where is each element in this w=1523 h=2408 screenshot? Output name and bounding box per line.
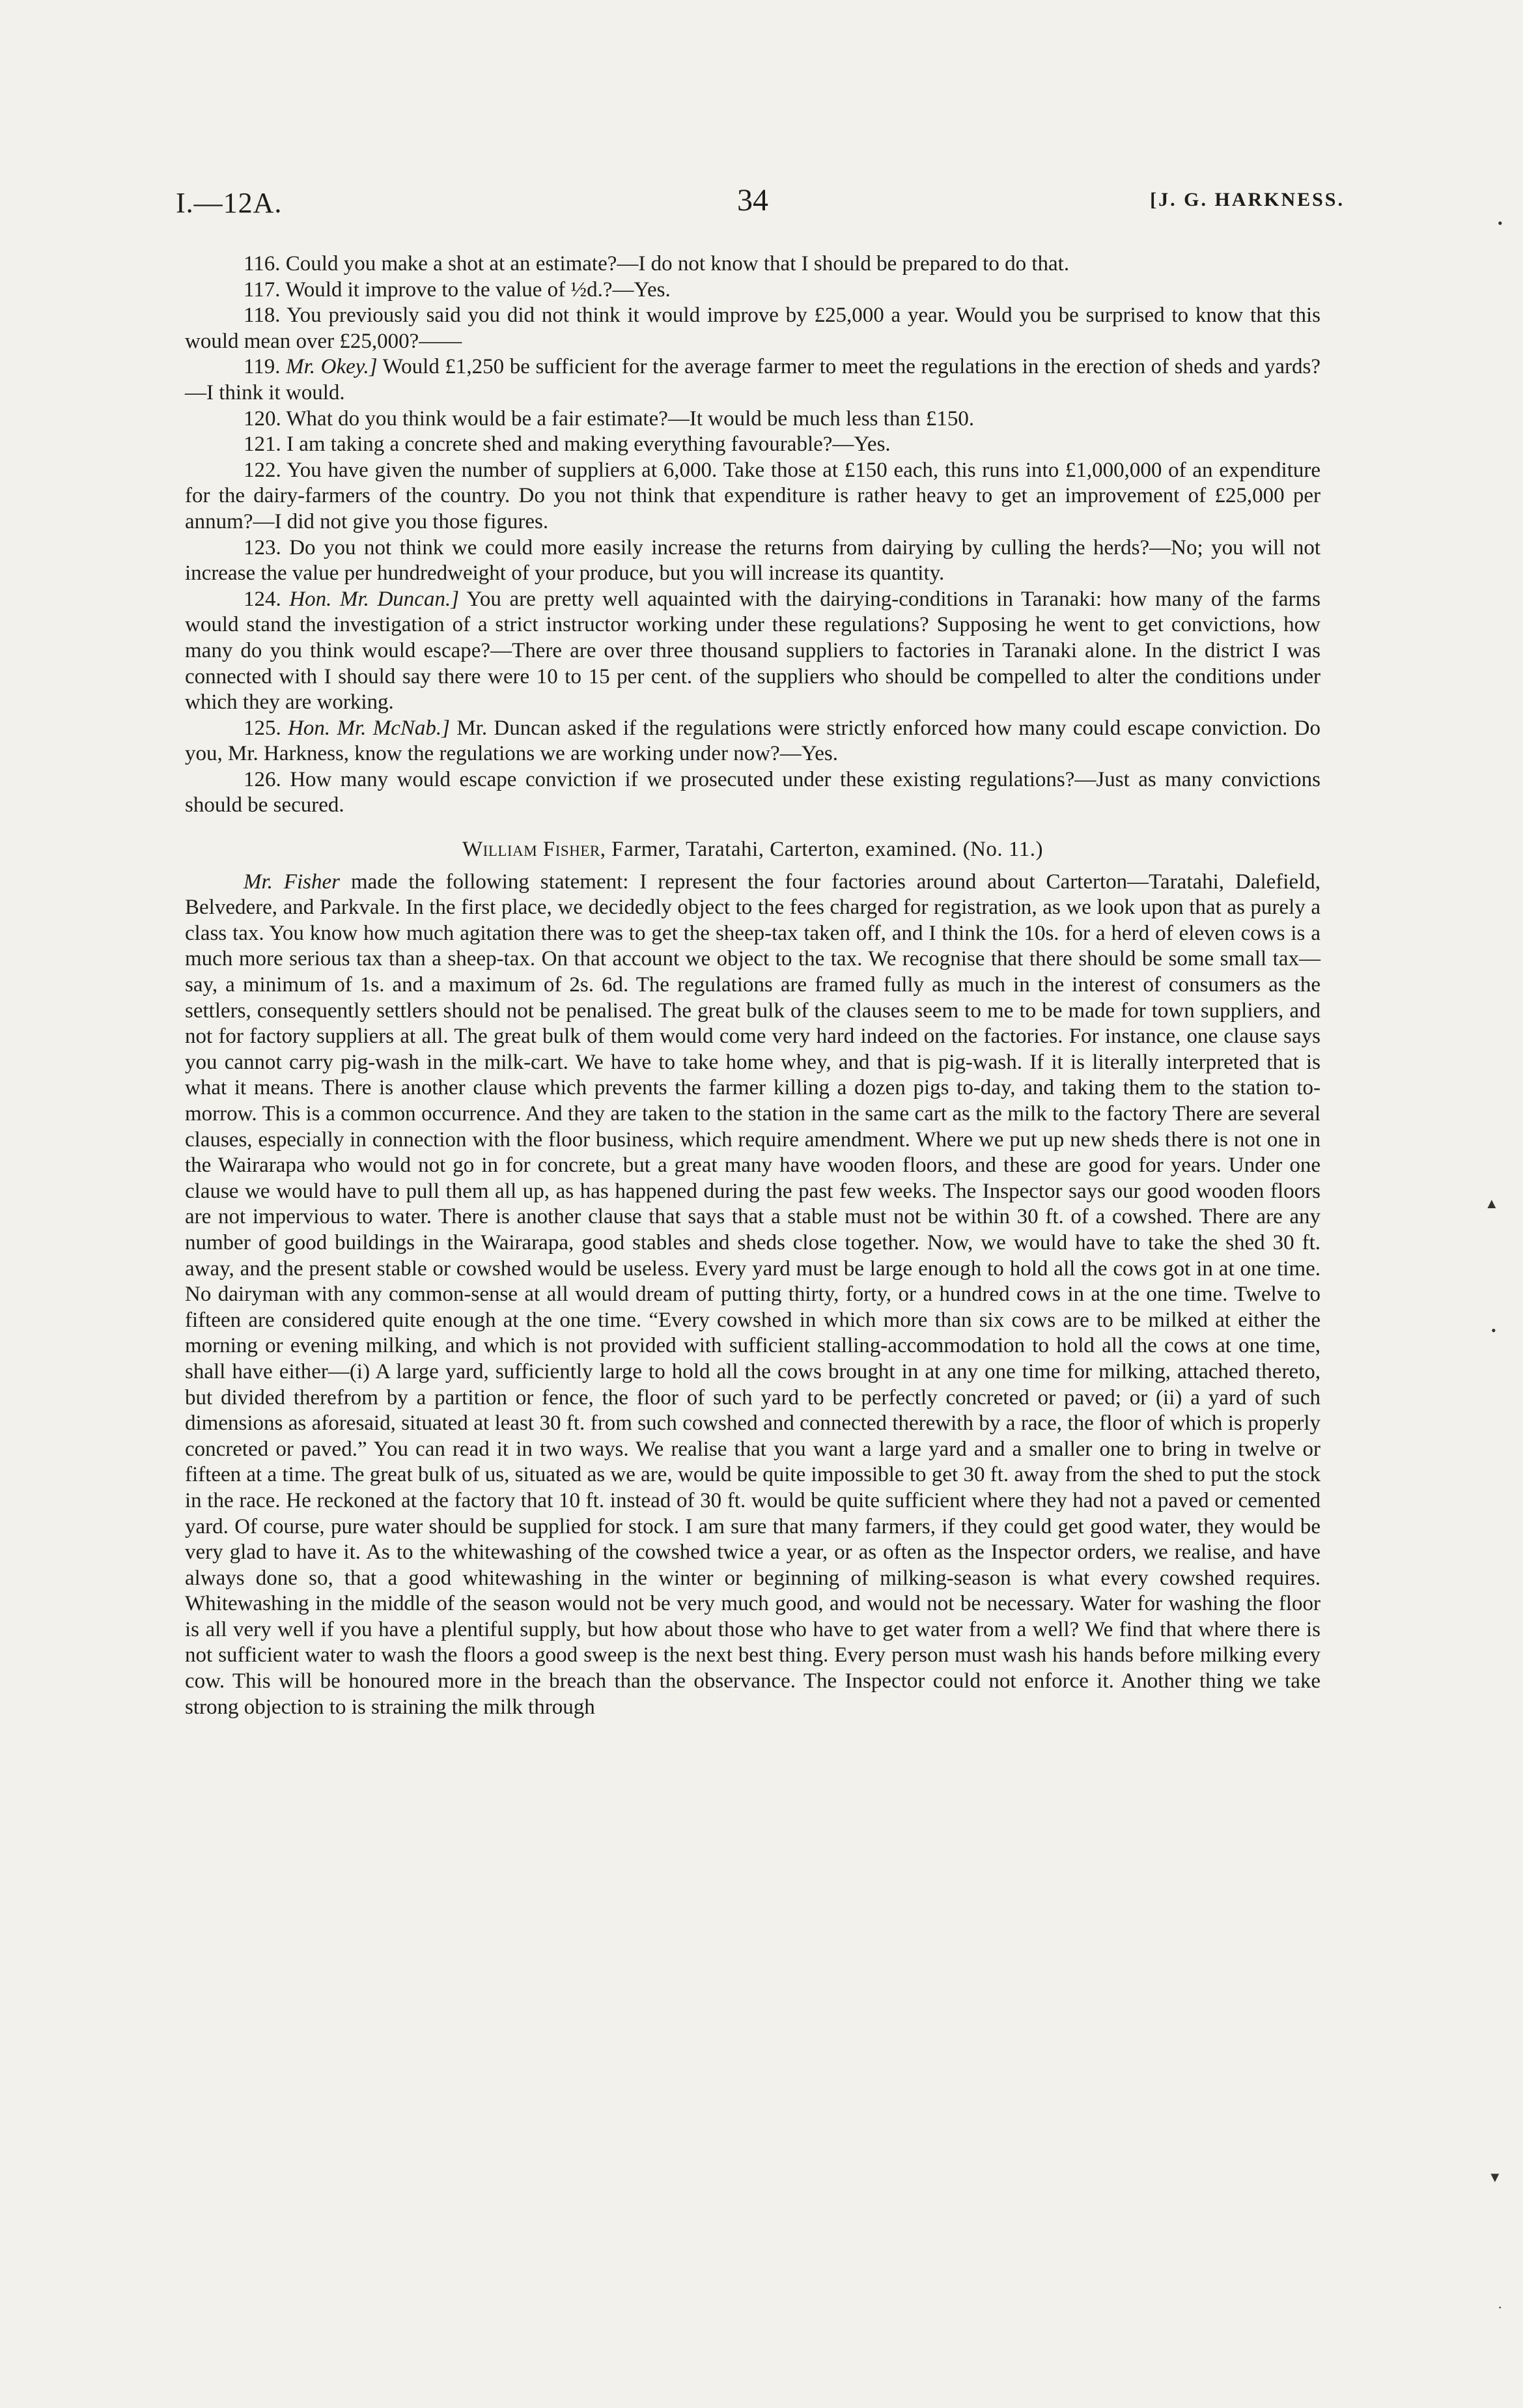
question-123: 123. Do you not think we could more easily increase the returns from dairying by culling the herds?—No; you will not increase the value per hundredweight of your produce, but you will increase its quantity. [185,535,1321,586]
witness-heading: William Fisher, Farmer, Taratahi, Carterton, examined. (No. 11.) [462,838,1043,862]
margin-mark: ▼ [1488,2169,1502,2185]
statement-paragraph: Mr. Fisher made the following statement: I represent the four factories around about Carterton—Taratahi, Dalefield, Belvedere, and Parkvale. In the first place, we decidedly object to the fees charged for registration, as we look upon that as purely a class tax. You know how much agitation there was to get the sheep-tax taken off, and I think the 10s. for a herd of eleven cows is a much more serious tax than a sheep-tax. On that account we object to the tax. We recognise that there should be some small tax—say, a minimum of 1s. and a maximum of 2s. 6d. The regulations are framed fully as much in the interest of consumers as the settlers, consequently settlers should not be penalised. The great bulk of the clauses seem to me to be made for town suppliers, and not for factory suppliers at all. The great bulk of them would come very hard indeed on the factories. For instance, one clause says you cannot carry pig-wash in the milk-cart. We have to take home whey, and that is pig-wash. If it is literally interpreted that is what it means. There is another clause which prevents the farmer killing a dozen pigs to-day, and taking them to the station to-morrow. This is a common occurrence. And they are taken to the station in the same cart as the milk to the factory There are several clauses, especially in connection with the floor business, which require amendment. Where we put up new sheds there is not one in the Wairarapa who would not go in for concrete, but a great many have wooden floors, and these are good for years. Under one clause we would have to pull them all up, as has happened during the past few weeks. The Inspector says our good wooden floors are not impervious to water. There is another clause that says that a stable must not be within 30 ft. of a cowshed. There are any number of good buildings in the Wairarapa, good stables and sheds close together. Now, we would have to take the shed 30 ft. away, and the present stable or cowshed would be useless. Every yard must be large enough to hold all the cows got in at one time. No dairyman with any common-sense at all would dream of putting thirty, forty, or a hundred cows in at the one time. Twelve to fifteen are considered quite enough at the one time. “Every cowshed in which more than six cows are to be milked at either the morning or evening milking, and which is not provided with sufficient stalling-accommodation to hold all the cows at one time, shall have either—(i) A large yard, sufficiently large to hold all the cows brought in at any one time for milking, attached thereto, but divided therefrom by a partition or fence, the floor of such yard to be perfectly concreted or paved; or (ii) a yard of such dimensions as aforesaid, situated at least 30 ft. from such cowshed and connected therewith by a race, the floor of which is properly concreted or paved.” You can read it in two ways. We realise that you want a large yard and a smaller one to bring in twelve or fifteen at a time. The great bulk of us, situated as we are, would be quite impossible to get 30 ft. away from the shed to put the stock in the race. He reckoned at the factory that 10 ft. instead of 30 ft. would be quite sufficient where they had not a paved or cemented yard. Of course, pure water should be supplied for stock. I am sure that many farmers, if they could get good water, they would be very glad to have it. As to the whitewashing of the cowshed twice a year, or as often as the Inspector orders, we realise, and have always done so, that a good whitewashing in the winter or beginning of milking-season is what every cowshed requires. Whitewashing in the middle of the season would not be very much good, and would not be necessary. Water for washing the floor is all very well if you have a plentiful supply, but how about those who have to get water from a well? We find that where there is not sufficient water to wash the floors a good sweep is the next best thing. Every person must wash his hands before milking every cow. This will be honoured more in the breach than the observance. The Inspector could not enforce it. Another thing we take strong objection to is straining the milk through [185,870,1320,1719]
witness-reference: [J. G. HARKNESS. [1150,189,1345,210]
question-121: 121. I am taking a concrete shed and making everything favourable?—Yes. [244,432,891,457]
question-126: 126. How many would escape conviction if we prosecuted under these existing regulations?—Just as many convictions should be secured. [185,767,1320,817]
speaker: Mr. Fisher [244,870,341,894]
page-body [185,251,1320,1720]
speaker: Hon. Mr. Duncan.] [289,587,460,611]
paper-reference: I.—12A. [176,187,283,219]
speaker: Hon. Mr. McNab.] [288,716,450,740]
question-125: 125. Hon. Mr. McNab.] Mr. Duncan asked if the regulations were strictly enforced how many could escape conviction. Do you, Mr. Harkness, know the regulations we are working under now?—Yes. [185,716,1320,766]
question-119: 119. Mr. Okey.] Would £1,250 be sufficient for the average farmer to meet the regulations in the erection of sheds and yards?—I think it would. [185,355,1320,404]
page-number: 34 [737,183,768,218]
margin-mark: • [1498,215,1503,231]
question-118: 118. You previously said you did not think it would improve by £25,000 a year. Would you be surprised to know that this would mean over £25,000?—— [185,304,1320,353]
question-116: 116. Could you make a shot at an estimate?—I do not know that I should be prepared to do that. [244,252,1070,276]
margin-mark: • [1491,1322,1496,1339]
question-120: 120. What do you think would be a fair estimate?—It would be much less than £150. [244,406,975,431]
witness-name: William Fisher [462,838,600,862]
question-117: 117. Would it improve to the value of ½d.?—Yes. [244,277,671,302]
question-124: 124. Hon. Mr. Duncan.] You are pretty well aquainted with the dairying-conditions in Taranaki: how many of the farms would stand the investigation of a strict instructor working under these regulations? Supposing he went to get convictions, how many do you think would escape?—There are over three thousand suppliers to factories in Taranaki alone. In the district I was connected with I should say there were 10 to 15 per cent. of the suppliers who should be compelled to alter the conditions under which they are working. [185,587,1321,715]
page-header [176,183,1345,225]
speaker: Mr. Okey.] [286,355,378,379]
margin-mark: · [1498,2299,1503,2316]
question-122: 122. You have given the number of suppliers at 6,000. Take those at £150 each, this runs into £1,000,000 of an expenditure for the dairy-farmers of the country. Do you not think that expenditure is rather heavy to get an improvement of £25,000 per annum?—I did not give you those figures. [185,458,1321,533]
margin-mark: ▲ [1485,1195,1499,1211]
